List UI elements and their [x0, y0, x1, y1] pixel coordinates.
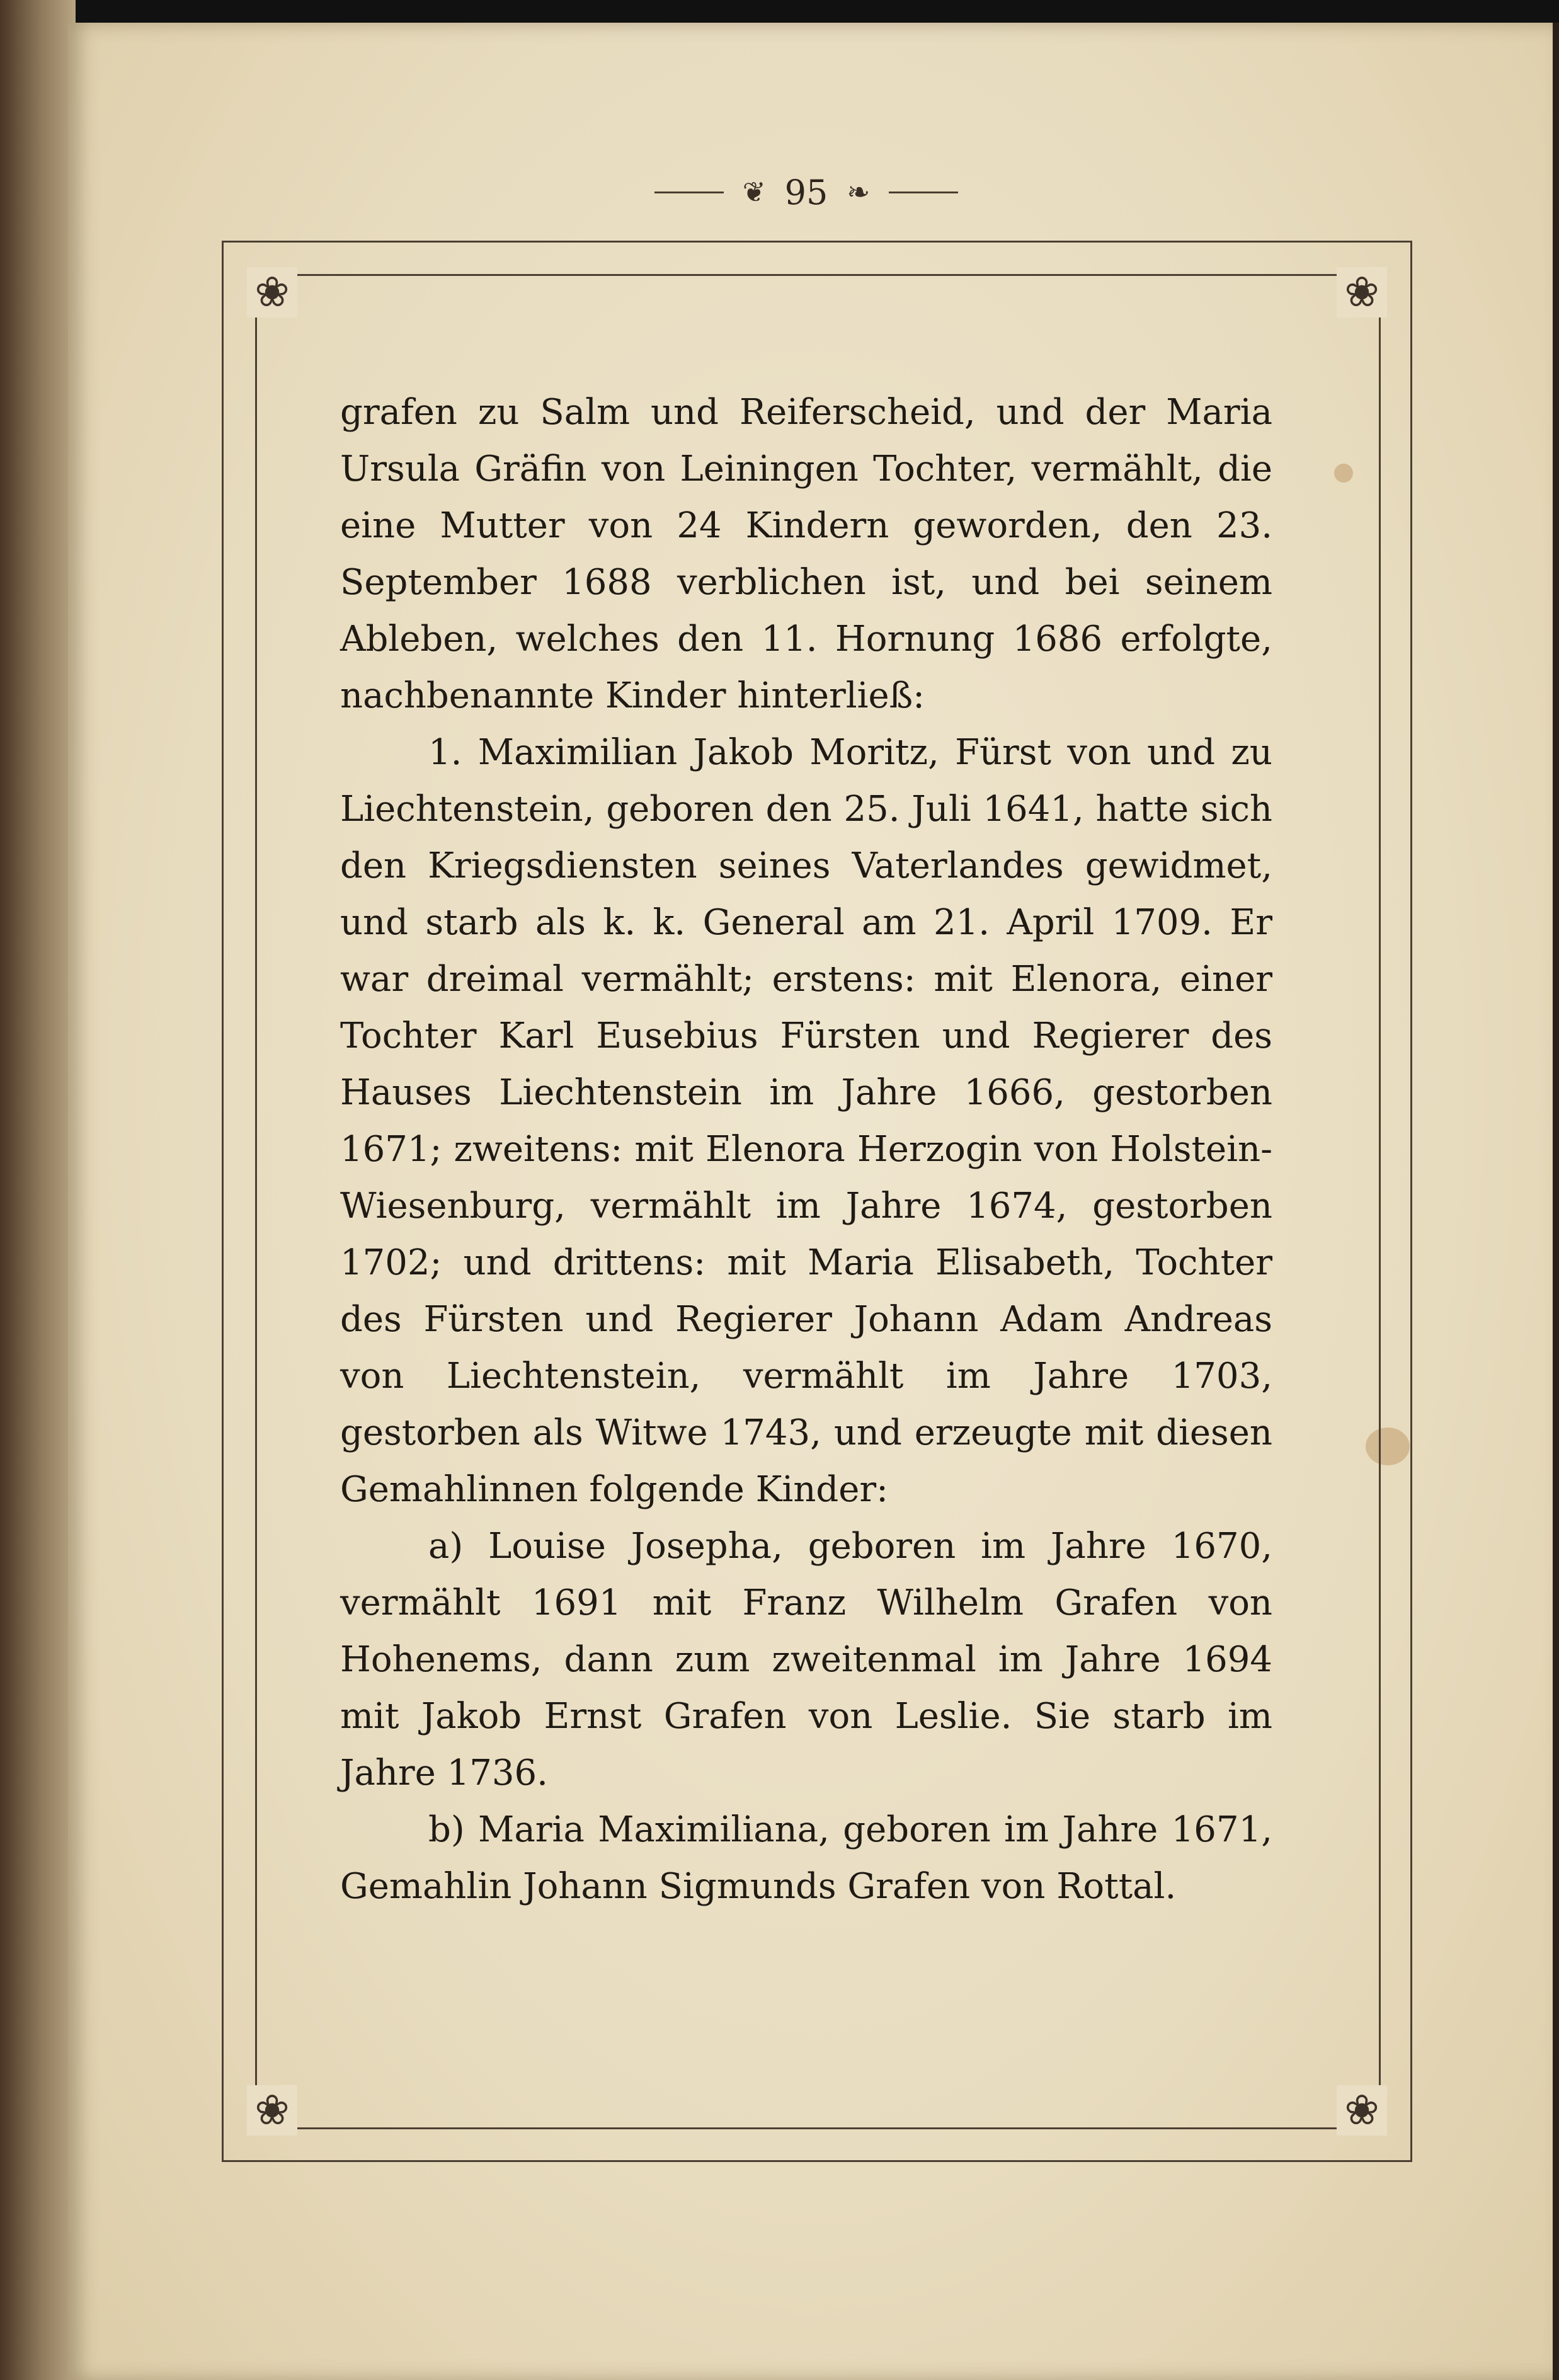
corner-ornament-icon: ❀	[247, 2085, 297, 2136]
paragraph: a) Louise Josepha, geboren im Jahre 1670, vermählt 1691 mit Franz Wilhelm Grafen von Hohenems, dann zum zweitenmal im Jahre 1694 mit Jakob Ernst Grafen von Leslie. Sie starb im Jahre 1736.	[340, 1526, 1272, 1794]
corner-ornament-icon: ❀	[247, 267, 297, 318]
scan-top-edge	[0, 0, 1559, 23]
header-rule-left	[654, 192, 724, 193]
body-text	[340, 384, 1272, 1915]
book-spine	[0, 0, 76, 2380]
paragraph: 1. Maximilian Jakob Moritz, Fürst von und zu Liechtenstein, geboren den 25. Juli 1641, hatte sich den Kriegsdiensten seines Vaterlandes gewidmet, und starb als k. k. General am 21. April 1709. Er war dreimal vermählt; erstens: mit Elenora, einer Tochter Karl Eusebius Fürsten und Regierer des Hauses Liechtenstein im Jahre 1666, gestorben 1671; zweitens: mit Elenora Herzogin von Holstein-Wiesenburg, vermählt im Jahre 1674, gestorben 1702; und drittens: mit Maria Elisabeth, Tochter des Fürsten und Regierer Johann Adam Andreas von Liechtenstein, vermählt im Jahre 1703, gestorben als Witwe 1743, und erzeugte mit diesen Gemahlinnen folgende Kinder:	[340, 732, 1272, 1510]
right-ornament-icon: ❧	[847, 176, 871, 209]
paragraph: b) Maria Maximiliana, geboren im Jahre 1671, Gemahlin Johann Sigmunds Grafen von Rottal.	[340, 1809, 1272, 1907]
paragraph: grafen zu Salm und Reiferscheid, und der Maria Ursula Gräfin von Leiningen Tochter, vermählt, die eine Mutter von 24 Kindern geworden, den 23. September 1688 verblichen ist, und bei seinem Ableben, welches den 11. Hornung 1686 erfolgte, nachbenannte Kinder hinterließ:	[340, 392, 1272, 716]
page-number: 95	[784, 172, 828, 212]
corner-ornament-icon: ❀	[1337, 2085, 1387, 2136]
corner-ornament-icon: ❀	[1337, 267, 1387, 318]
left-ornament-icon: ❦	[742, 176, 766, 209]
header-rule-right	[889, 192, 958, 193]
page-header	[649, 170, 964, 214]
